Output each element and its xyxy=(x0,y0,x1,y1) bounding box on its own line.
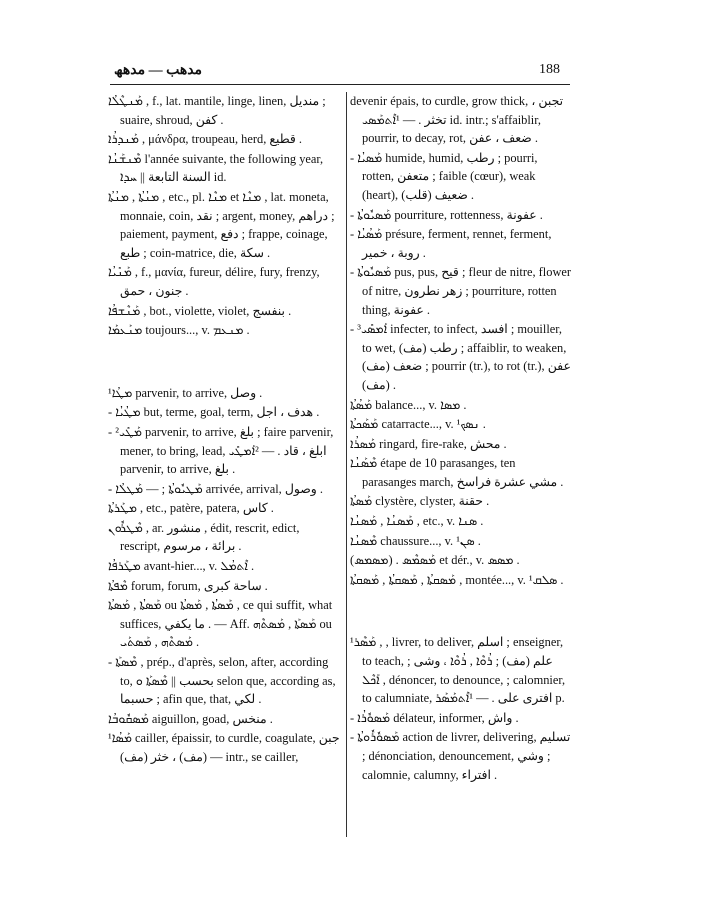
dictionary-entry: - ܡܰܣܝܽܘܬܳܐ pourriture, rottenness, عفونة . xyxy=(350,207,543,222)
dictionary-entry: ܡܶܢܫܰܢܳܐ l'année suivante, the following year, السنة التابعة || ܚܕܐ id. xyxy=(108,151,324,185)
dictionary-entry: ܡܶܣܢܳܐ chaussure..., v. ¹ܣܢ . xyxy=(350,533,481,548)
dictionary-entry: - ܡܰܣܘܽܪܽܘܬܳܐ action de livrer, delivering, تسليم ; dénonciation, denouncement, وشي ; calomnie, calumny, افتراء . xyxy=(350,730,571,782)
dictionary-entry: ܡܰܣܬܳܐ , ܡܰܣܬܳܐ ou ܡܰܣܬܳܐ , ܡܰܣܬܳܐ , ce qui suffit, what suffices, ما يكفي . — Aff. ܡܰܣܬܰܐ , ܡܰܣܬܶܗ ou ܡܰܣܬܶܗ , ܡܰܣܬܰܝ . xyxy=(108,598,333,650)
dictionary-entry: - ²ܡܰܛܺܝ parvenir, to arrive, بلغ ; faire parvenir, mener, to bring, lead, ابلغ ، قاد . — ²ܐܰܡܛܺܝ parvenir, to arrive, بلغ . xyxy=(108,424,334,477)
dictionary-entry: ܡܰܣܪܳܐ ringard, fire-rake, محش . xyxy=(350,436,507,451)
dictionary-entry: ܡܰܣܳܬܳܐ balance..., v. ܡܣܐ . xyxy=(350,397,467,412)
dictionary-entry: ܡܶܛܪܽܘܢ , ar. منشور , édit, rescrit, edict, rescript, برائة ، مرسوم . xyxy=(108,520,300,554)
dictionary-entry: - ܡܰܛܝܽܘܬܳܐ ; — ܡܰܛܠܳܐ arrivée, arrival, وصول . xyxy=(108,481,323,496)
header-rule xyxy=(110,84,570,85)
dictionary-entry: ܡܶܣܰܢܳܐ étape de 10 parasanges, ten parasanges march, مشي عشرة فراسخ . xyxy=(350,456,564,489)
dictionary-entry: (ܡܣܡܣ) . ܡܰܣܡܶܣ et dér., v. ܡܣܣ . xyxy=(350,553,520,568)
dictionary-entry: - ܡܶܣܬܰܐ , prép., d'après, selon, after, according to, بحسب || ܡܶܣܬܰܐ ܘ selon que, according as, حسبما ; afin que, that, لكي . xyxy=(108,655,336,707)
dictionary-entry: ܡܛܰܪܦܳܐ avant-hier..., v. ܐܶܬܡܳܠ . xyxy=(108,559,255,574)
dictionary-entry: - ܡܰܣܳܝܳܐ présure, ferment, rennet, ferment, روبة ، خمير . xyxy=(350,227,552,260)
dictionary-entry: devenir épais, to curdle, grow thick, تجبن ، تخثر . — ¹ܐܶܬܡܰܣܝ id. intr.; s'affaiblir, pourrir, to decay, rot, ضعف ، عفن . xyxy=(350,94,564,146)
dictionary-entry: ܡܢܳܬܳܐ , ܡܢܳܬܳܐ , etc., pl. ܡܢܶܐ et ܡܢܶܐ , lat. moneta, monnaie, coin, نقد ; argent, money, دراهم ; paiement, payment, دفع ; frappe, coinage, طبع ; coin-matrice, die, سكة . xyxy=(108,189,335,260)
dictionary-entry: ܡܰܣܩܬܳܐ , ܡܰܣܩܬܳܐ , ܡܰܣܩܬܳܐ , montée..., v. ¹ܣܠܩ . xyxy=(350,572,564,587)
dictionary-entry: - ܡܰܣܘܽܪܳܐ délateur, informer, واش . xyxy=(350,710,519,725)
dictionary-entry: - ܡܰܣܝܽܘܬܳܐ pus, pus, قيح ; fleur de nitre, flower of nitre, زهر نطرون ; pourriture, rotten thing, عفونة . xyxy=(350,265,572,317)
dictionary-entry: ܡܰܢܺܝܳܐ , f., μανία, fureur, délire, fury, frenzy, جنون ، حمق . xyxy=(108,265,320,298)
dictionary-entry: ܡܛܰܪܬܳܐ , etc., patère, patera, كاس . xyxy=(108,501,274,516)
dictionary-entry: ¹ܡܰܣܶܪ , , livrer, to deliver, اسلم ; enseigner, to teach, علم (مف) ; ܪܳܘܶܐ , ܪܳܘܶܐ ، وشى ; ܐܰܟܶܠ , dénoncer, to denounce, ; calomnier, to calumniate, افترى على . — ¹ܐܶܬܡܰܣܰܪ p. xyxy=(350,635,566,706)
left-column xyxy=(108,92,342,767)
dictionary-entry: ܡܰܢܕܪܳܐ , μάνδρα, troupeau, herd, قطيع . xyxy=(108,132,303,147)
running-head: مدھب — مدھھ xyxy=(114,63,203,78)
dictionary-entry: ¹ܡܛܳܐ parvenir, to arrive, وصل . xyxy=(108,385,263,400)
dictionary-entry: ¹ܡܰܣܳܐ cailler, épaissir, to curdle, coagulate, جبن (مف) ، خثر (مف) — intr., se cailler, xyxy=(108,731,340,764)
dictionary-entry: ܡܰܣܢܳܐ , ܡܰܣܢܳܐ , etc., v. ܣܢܐ . xyxy=(350,514,484,529)
dictionary-entry: ܡܰܣܩܽܘܒܳܐ aiguillon, goad, منخس . xyxy=(108,711,273,726)
page-number: 188 xyxy=(539,62,560,77)
column-divider xyxy=(346,92,347,837)
section-gap xyxy=(108,340,342,384)
dictionary-entry: - ܡܰܣܝܳܐ humide, humid, رطب ; pourri, rotten, متعفن ; faible (cœur), weak (heart), ضعيف (قلب) . xyxy=(350,150,538,202)
section-gap xyxy=(350,589,572,633)
dictionary-entry: ܡܰܣܰܟܬܳܐ catarracte..., v. ¹ܢܣܟ . xyxy=(350,417,486,432)
dictionary-entry: - ܡܛܳܝܳܐ but, terme, goal, term, هدف ، اجل . xyxy=(108,405,320,420)
dictionary-entry: ܡܰܢܶܫܦܳܐ , bot., violette, violet, بنفسج . xyxy=(108,303,292,318)
dictionary-entry: ܡܰܣܬܳܐ clystère, clyster, حقنة . xyxy=(350,494,490,509)
dictionary-entry: ܡܰܢܛܶܠܳܐ , f., lat. mantile, linge, linen, منديل ; suaire, shroud, كفن . xyxy=(108,94,326,127)
dictionary-entry: - ³ܐܰܡܣܺܝ infecter, to infect, افسد ; mouiller, to wet, رطب (مف) ; affaiblir, to weaken, ضعف (مف) ; pourrir (tr.), to rot (tr.), عفن (مف) . xyxy=(350,322,571,392)
dictionary-entry: ܡܢܰܥܡܰܐ toujours..., v. ܡܢܥܡ . xyxy=(108,323,250,338)
page-header xyxy=(110,62,570,82)
dictionary-entry: ܡܶܦܬܳܐ forum, forum, ساحة كبرى . xyxy=(108,578,268,593)
right-column xyxy=(350,92,572,784)
